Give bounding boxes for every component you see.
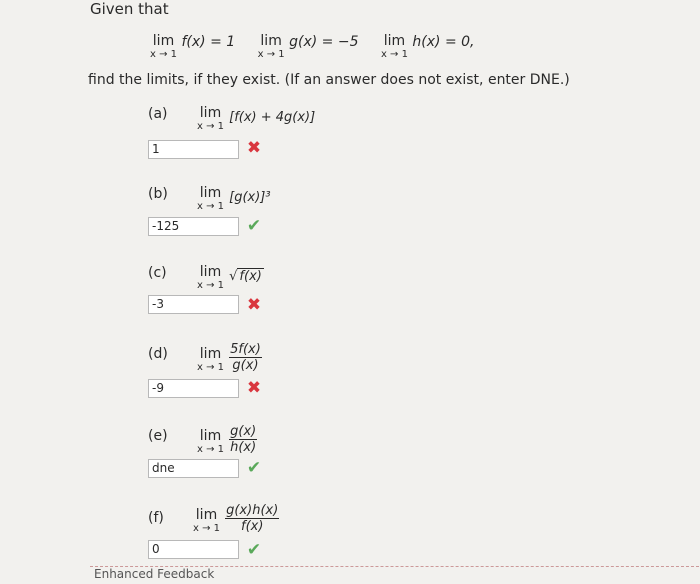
enhanced-feedback-link[interactable]: Enhanced Feedback — [90, 566, 700, 584]
check-icon-f: ✔ — [246, 540, 262, 560]
part-c-expr: f(x) — [239, 269, 262, 284]
part-f-limit: lim x → 1 $\frac{g(x)h(x)}{f(x)}$ — [193, 503, 279, 534]
check-icon-b: ✔ — [246, 216, 262, 236]
part-a-label: (a) — [148, 106, 168, 122]
check-icon-e: ✔ — [246, 458, 262, 478]
part-b-expr: [g(x)]³ — [229, 190, 271, 205]
given-limit-g: lim x → 1 — [257, 33, 285, 60]
part-d-label: (d) — [148, 346, 168, 362]
answer-input-e[interactable]: dne — [148, 459, 239, 478]
given-limit-f: lim x → 1 — [150, 33, 178, 60]
part-b-label: (b) — [148, 186, 168, 202]
part-d-limit: lim x → 1 $\frac{5f(x)}{g(x)}$ — [197, 342, 261, 373]
part-f-label: (f) — [148, 510, 164, 526]
part-a-expr: [f(x) + 4g(x)] — [229, 110, 316, 125]
part-f-fraction: $\frac{g(x)h(x)}{f(x)}$ — [226, 503, 279, 534]
given-expr-h: h(x) = 0, — [412, 34, 475, 50]
page-title: Given that — [90, 0, 169, 18]
answer-input-a[interactable]: 1 — [148, 140, 239, 159]
given-limit-h: lim x → 1 — [380, 33, 408, 60]
part-c-limit: lim x → 1 √ f(x) — [197, 264, 262, 291]
wrong-icon-a: ✖ — [246, 138, 262, 158]
answer-input-f[interactable]: 0 — [148, 540, 239, 559]
answer-input-b[interactable]: -125 — [148, 217, 239, 236]
instructions: find the limits, if they exist. (If an answer does not exist, enter DNE.) — [88, 72, 570, 88]
wrong-icon-d: ✖ — [246, 378, 262, 398]
part-a-limit: lim x → 1 [f(x) + 4g(x)] — [197, 105, 316, 132]
part-e-limit: lim x → 1 $\frac{g(x)}{h(x)}$ — [197, 424, 257, 455]
part-d-fraction: $\frac{5f(x)}{g(x)}$ — [230, 342, 261, 373]
sqrt-symbol: √ f(x) — [229, 269, 262, 284]
answer-input-d[interactable]: -9 — [148, 379, 239, 398]
part-b-limit: lim x → 1 [g(x)]³ — [197, 185, 271, 212]
given-expr-g: g(x) = −5 — [289, 34, 359, 50]
answer-input-c[interactable]: -3 — [148, 295, 239, 314]
part-c-label: (c) — [148, 265, 167, 281]
part-e-label: (e) — [148, 428, 168, 444]
given-expr-f: f(x) = 1 — [181, 34, 236, 50]
given-limits — [150, 34, 475, 60]
part-e-fraction: $\frac{g(x)}{h(x)}$ — [230, 424, 257, 455]
wrong-icon-c: ✖ — [246, 295, 262, 315]
